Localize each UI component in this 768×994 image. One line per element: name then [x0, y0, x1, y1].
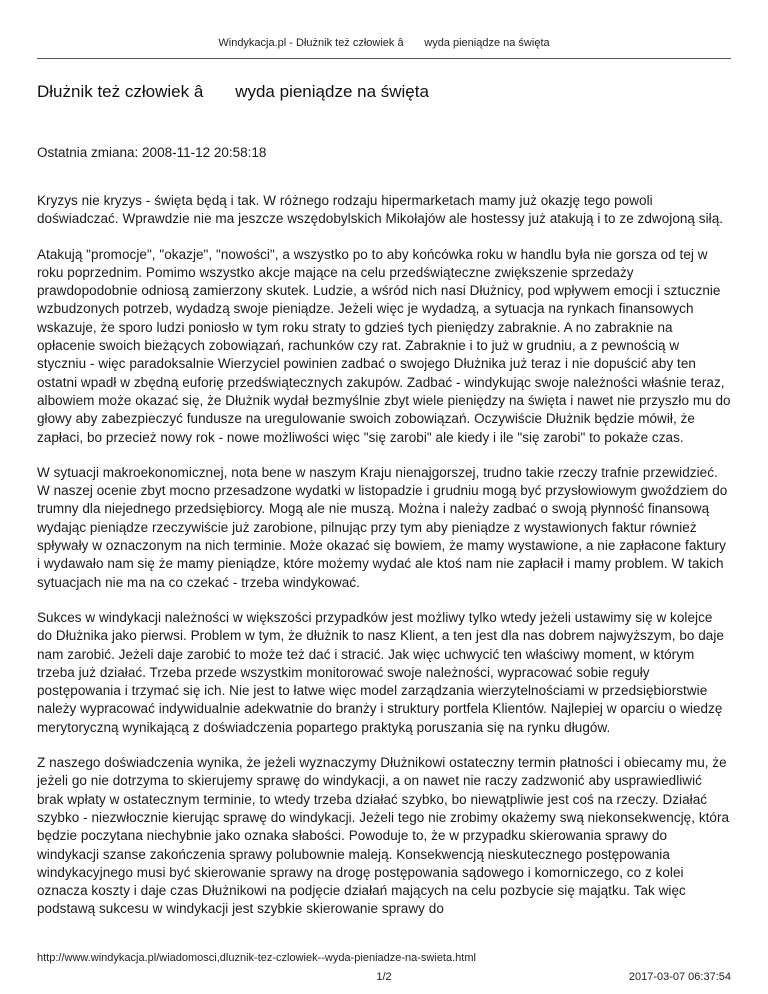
- paragraph: Sukces w windykacji należności w większości przypadków jest możliwy tylko wtedy jeżeli ustawimy się w kolejce do Dłużnika jako pierwsi. Problem w tym, że dłużnik to nasz Klient, a ten jest dla nas dobrem najwyższym, bo daje nam zarobić. Jeżeli daje zarobić to może też dać i stracić. Jak więc uchwycić ten właściwy moment, w którym trzeba już działać. Trzeba przede wszystkim monitorować swoje należności, wypracować sobie reguły postępowania i trzymać się ich. Nie jest to łatwe więc model zarządzania wierzytelnościami w przedsiębiorstwie należy wypracować indywidualnie adekwatnie do branży i struktury portfela Klientów. Najlepiej w oparciu o wiedzę merytoryczną wynikającą z doświadczenia popartego praktyką poruszania się na rynku długów.: [37, 609, 724, 735]
- paragraph: W sytuacji makroekonomicznej, nota bene w naszym Kraju nienajgorszej, trudno takie rzeczy trafnie przewidzieć. W naszej ocenie zbyt mocno przesadzone wydatki w listopadzie i grudniu mogą być przysłowiowym gwoździem do trumny dla niejednego przedsiębiorcy. Mogą ale nie muszą. Można i należy zadbać o swoją płynność finansową wydając pieniądze rzeczywiście już zarobione, pilnując przy tym aby pieniądze z wystawionych faktur również spływały w oznaczonym na nich terminie. Może okazać się bowiem, że mamy wystawione, a nie zapłacone faktury i wydawało nam się że mamy pieniądze, które możemy wydać ale ktoś nam nie zapłacił i mamy problem. W takich sytuacjach nie ma na co czekać - trzeba windykować.: [37, 464, 728, 590]
- paragraph: Z naszego doświadczenia wynika, że jeżeli wyznaczymy Dłużnikowi ostateczny termin płatności i obiecamy mu, że jeżeli go nie dotrzyma to skierujemy sprawę do windykacji, a on nawet nie raczy zadzwonić aby usprawiedliwić brak wpłaty w ostatecznym terminie, to wtedy trzeba działać szybko, bo niewątpliwie jest coś na rzeczy. Działać szybko - niezwłocznie kierując sprawę do windykacji. Jeżeli tego nie zrobimy okażemy swą niekonsekwencję, która będzie poczytana niechybnie jako oznaka słabości. Powoduje to, że w przypadku skierowania sprawy do windykacji szanse zakończenia sprawy polubownie maleją. Konsekwencją nieskutecznego postępowania windykacyjnego musi być skierowanie sprawy na drogę postępowania sądowego i komorniczego, co z kolei oznacza koszty i daje czas Dłużnikowi na podjęcie działań mających na celu pozbycie się majątku. Tak więc podstawą sukcesu w windykacji jest szybkie skierowanie sprawy do: [37, 755, 730, 917]
- article-title: Dłużnik też człowiek â wyda pieniądze na święta: [37, 82, 429, 101]
- article-body: [37, 192, 731, 919]
- page-number: 1/2: [376, 971, 392, 983]
- page-header: [37, 0, 731, 59]
- footer-url: http://www.windykacja.pl/wiadomosci,dluznik-tez-czlowiek--wyda-pieniadze-na-swieta.html: [37, 952, 476, 964]
- print-date: 2017-03-07 06:37:54: [628, 971, 731, 983]
- article: [37, 80, 731, 936]
- header-title: Windykacja.pl - Dłużnik też człowiek â wyda pieniądze na święta: [218, 37, 550, 49]
- last-modified-date: Ostatnia zmiana: 2008-11-12 20:58:18: [37, 145, 267, 160]
- paragraph: Atakują "promocje", "okazje", "nowości", a wszystko po to aby końcówka roku w handlu była nie gorsza od tej w roku poprzednim. Pomimo wszystko akcje mające na celu przedświąteczne zwiększenie sprzedaży prawdopodobnie odniosą zamierzony skutek. Ludzie, a wśród nich nasi Dłużnicy, pod wpływem emocji i sztucznie wzbudzonych potrzeb, wydadzą swoje pieniądze. Jeżeli więc je wydadzą, a sytuacja na rynkach finansowych wskazuje, że sporo ludzi poniosło w tym roku straty to gdzieś tych pieniędzy zabraknie. A no zabraknie na opłacenie swoich bieżących zobowiązań, rachunków czy rat. Zabraknie i to już w grudniu, a z pewnością w styczniu - więc paradoksalnie Wierzyciel powinien zadbać o swojego Dłużnika już teraz i nie dopuścić aby ten ostatni wpadł w zbędną euforię przedświątecznych zakupów. Zadbać - windykując swoje należności właśnie teraz, albowiem może okazać się, że Dłużnik wydał bezmyślnie zbyt wiele pieniędzy na święta i nawet nie przyszło mu do głowy aby zabezpieczyć fundusze na uregulowanie swoich zobowiązań. Oczywiście Dłużnik będzie mówił, że zapłaci, bo przecież nowy rok - nowe możliwości więc "się zarobi" ale kiedy i ile "się zarobi" to pokaże czas.: [37, 246, 731, 445]
- paragraph: Kryzys nie kryzys - święta będą i tak. W różnego rodzaju hipermarketach mamy już okazję tego powoli doświadczać. Wprawdzie nie ma jeszcze wszędobylskich Mikołajów ale hostessy już atakują i to ze zdwojoną siłą.: [37, 193, 724, 227]
